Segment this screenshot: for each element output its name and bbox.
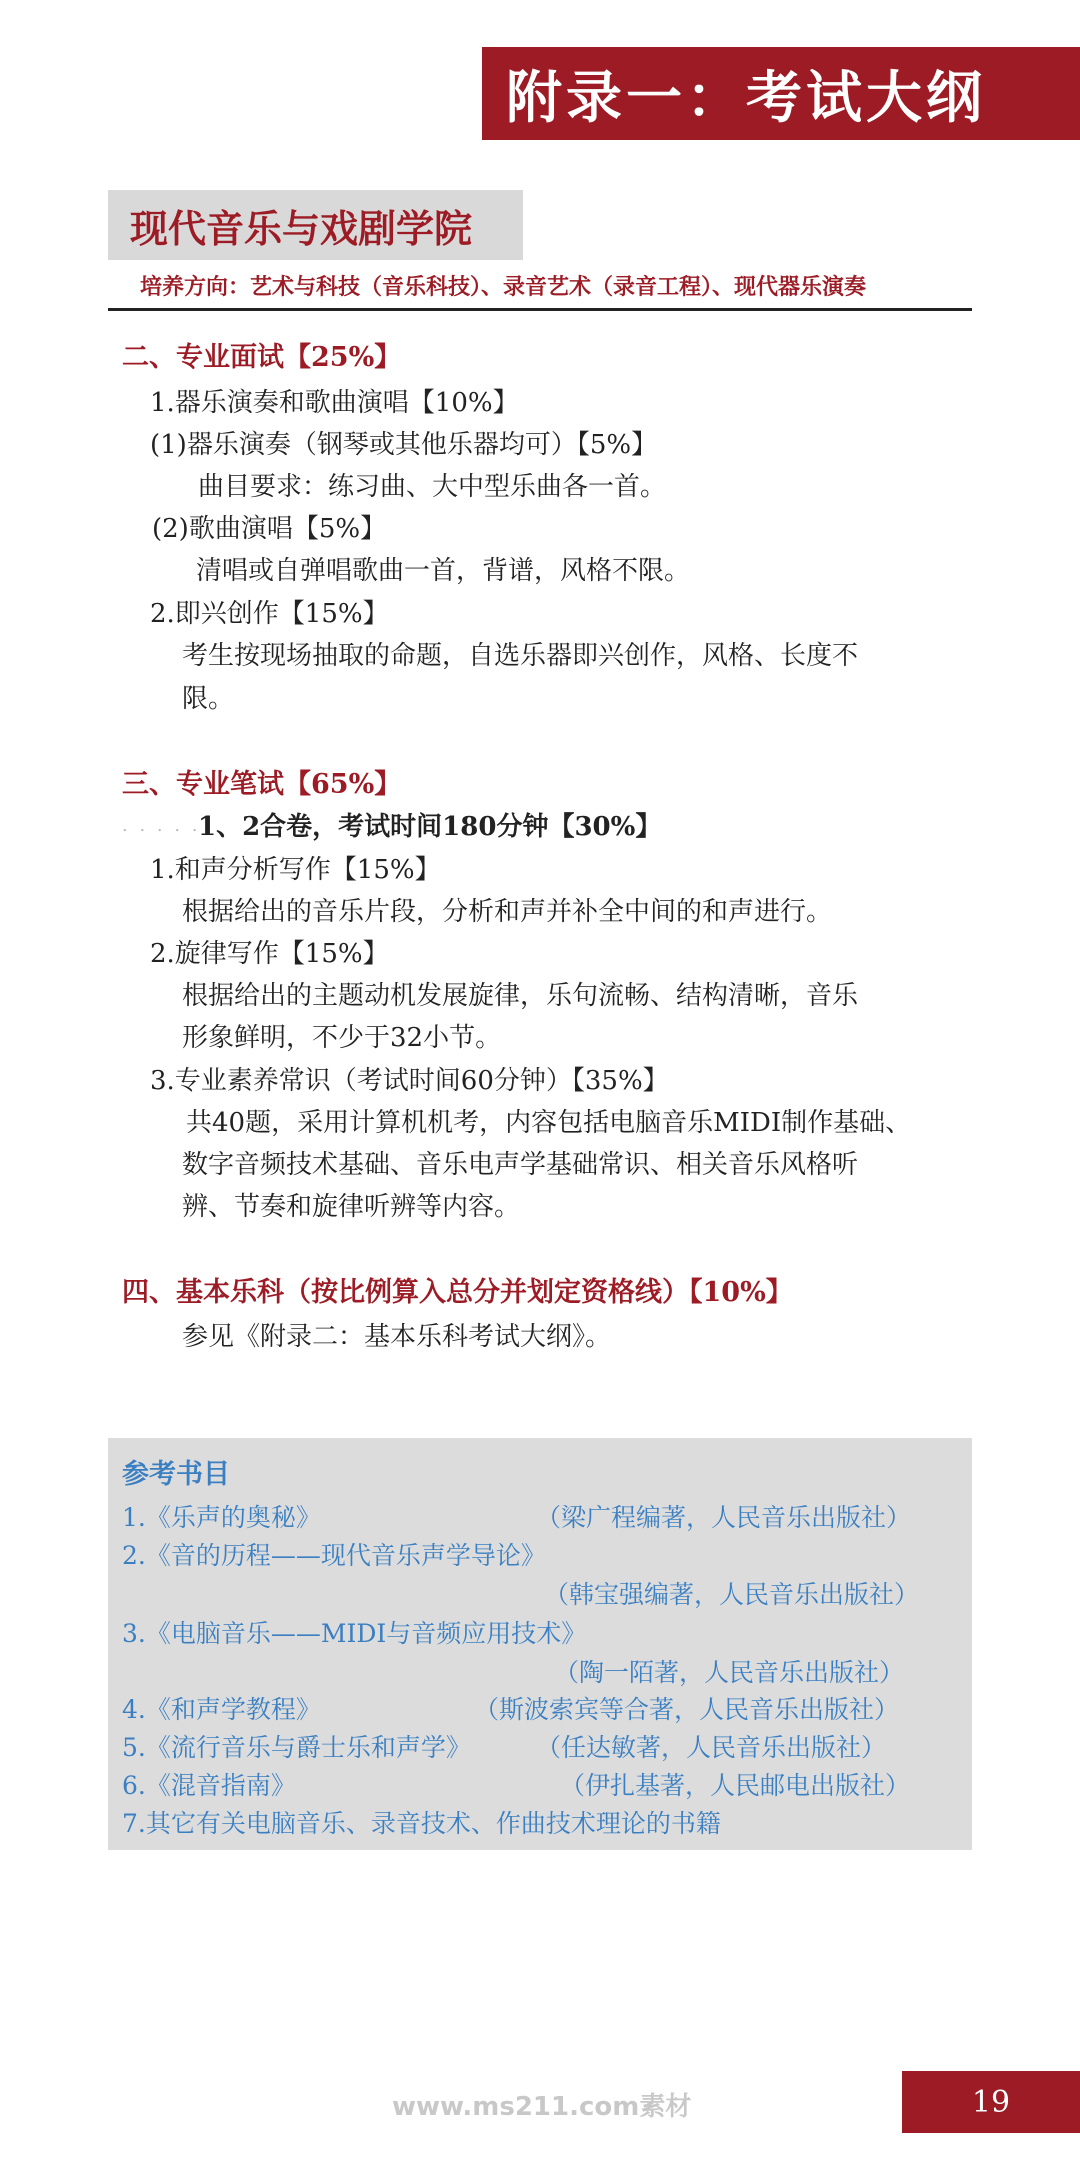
reference-publisher: （梁广程编著，人民音乐出版社） — [536, 1503, 912, 1532]
text-line: 1.器乐演奏和歌曲演唱【10%】 — [150, 388, 519, 418]
leader-dots: . . . . . — [122, 815, 201, 836]
text-line: 根据给出的主题动机发展旋律，乐句流畅、结构清晰，音乐 — [182, 981, 859, 1011]
text-line: (1)器乐演奏（钢琴或其他乐器均可）【5%】 — [150, 430, 658, 460]
text-line: 限。 — [182, 684, 235, 714]
text-line: 考生按现场抽取的命题，自选乐器即兴创作，风格、长度不 — [182, 641, 859, 671]
watermark: www.ms211.com素材 — [392, 2092, 692, 2122]
text-line: 形象鲜明，不少于32小节。 — [182, 1023, 502, 1053]
text-line: 共40题，采用计算机机考，内容包括电脑音乐MIDI制作基础、 — [186, 1108, 912, 1138]
divider — [108, 308, 972, 311]
section-heading-basic: 四、基本乐科（按比例算入总分并划定资格线）【10%】 — [122, 1277, 793, 1308]
text-line: 参见《附录二：基本乐科考试大纲》。 — [182, 1322, 612, 1352]
section-heading-interview: 二、专业面试【25%】 — [122, 342, 402, 373]
college-name: 现代音乐与戏剧学院 — [108, 190, 523, 260]
reference-box — [108, 1438, 972, 1850]
section-heading-written: 三、专业笔试【65%】 — [122, 769, 402, 800]
reference-item: 4.《和声学教程》 — [122, 1695, 321, 1724]
text-line: 曲目要求：练习曲、大中型乐曲各一首。 — [198, 472, 667, 502]
reference-item: 3.《电脑音乐——MIDI与音频应用技术》 — [122, 1619, 587, 1648]
training-direction: 培养方向：艺术与科技（音乐科技）、录音艺术（录音工程）、现代器乐演奏 — [140, 274, 867, 300]
reference-publisher: （韩宝强编著，人民音乐出版社） — [544, 1580, 920, 1609]
text-line: (2)歌曲演唱【5%】 — [152, 514, 387, 544]
reference-item: 1.《乐声的奥秘》 — [122, 1503, 321, 1532]
reference-publisher: （斯波索宾等合著，人民音乐出版社） — [474, 1695, 900, 1724]
reference-publisher: （伊扎基著，人民邮电出版社） — [560, 1771, 911, 1800]
reference-item: 7.其它有关电脑音乐、录音技术、作曲技术理论的书籍 — [122, 1809, 721, 1838]
reference-item: 5.《流行音乐与爵士乐和声学》 — [122, 1733, 471, 1762]
text-line: 3.专业素养常识（考试时间60分钟）【35%】 — [150, 1066, 669, 1096]
reference-title: 参考书目 — [122, 1459, 230, 1490]
text-line: 2.旋律写作【15%】 — [150, 939, 389, 969]
page-title-banner: 附录一：考试大纲 — [482, 47, 1080, 140]
text-line: 数字音频技术基础、音乐电声学基础常识、相关音乐风格听 — [182, 1150, 859, 1180]
text-line: 1、2合卷，考试时间180分钟【30%】 — [198, 812, 662, 842]
text-line: 2.即兴创作【15%】 — [150, 599, 389, 629]
page-number: 19 — [902, 2071, 1080, 2133]
reference-publisher: （任达敏著，人民音乐出版社） — [536, 1733, 887, 1762]
reference-item: 6.《混音指南》 — [122, 1771, 296, 1800]
text-line: 根据给出的音乐片段，分析和声并补全中间的和声进行。 — [182, 897, 833, 927]
reference-item: 2.《音的历程——现代音乐声学导论》 — [122, 1541, 546, 1570]
text-line: 辨、节奏和旋律听辨等内容。 — [182, 1192, 521, 1222]
text-line: 清唱或自弹唱歌曲一首，背谱，风格不限。 — [196, 556, 691, 586]
reference-publisher: （陶一陌著，人民音乐出版社） — [554, 1658, 905, 1687]
text-line: 1.和声分析写作【15%】 — [150, 855, 441, 885]
